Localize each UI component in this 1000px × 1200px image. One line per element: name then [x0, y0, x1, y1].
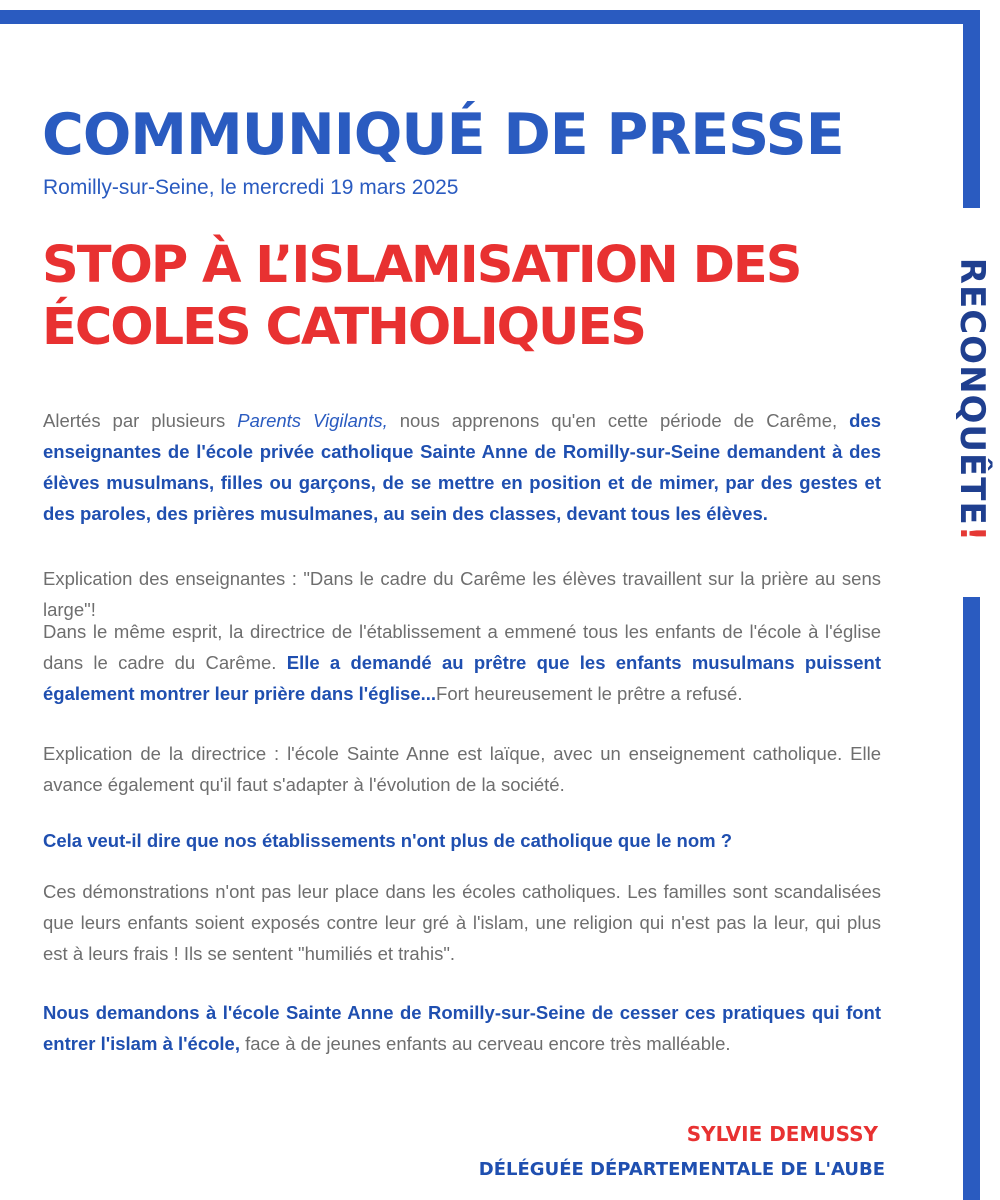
paragraph-3-highlight: Elle a demandé au prêtre que les enfants musulmans puissent également montrer leur prière dans l'église... — [43, 652, 881, 704]
paragraph-3-end: Fort heureusement le prêtre a refusé. — [436, 683, 743, 704]
frame-top-border — [0, 10, 980, 24]
paragraph-7-highlight: Nous demandons à l'école Sainte Anne de Romilly-sur-Seine de cesser ces pratiques qui font entrer l'islam à l'école, — [43, 1002, 881, 1054]
paragraph-1-highlight: des enseignantes de l'école privée catholique Sainte Anne de Romilly-sur-Seine demandent à des élèves musulmans, filles ou garçons, de se mettre en position et de mimer, par des gestes et des paroles, des prières musulmanes, au sein des classes, devant tous les élèves. — [43, 410, 881, 524]
signature-name: SYLVIE DEMUSSY — [686, 1122, 878, 1146]
paragraph-1-middle: nous apprenons qu'en cette période de Carême, — [387, 410, 850, 431]
paragraph-2: Explication des enseignantes : "Dans le cadre du Carême les élèves travaillent sur la prière au sens large"! — [43, 568, 881, 620]
frame-right-border-upper — [963, 10, 980, 208]
paragraph-3 — [43, 616, 881, 709]
parents-vigilants-link: Parents Vigilants, — [237, 410, 388, 431]
reconquete-logo — [952, 258, 992, 542]
headline-line-1: STOP À L’ISLAMISATION DES — [42, 236, 801, 295]
frame-right-border-lower — [963, 597, 980, 1200]
logo-text: RECONQUÊTE — [952, 257, 992, 526]
headline-line-2: ÉCOLES CATHOLIQUES — [42, 298, 646, 357]
paragraph-3-intro: Dans le même esprit, la directrice de l'établissement a emmené tous les enfants de l'école à l'église dans le cadre du Carême. — [43, 621, 881, 673]
question-line: Cela veut-il dire que nos établissements n'ont plus de catholique que le nom ? — [43, 830, 733, 851]
document-title: COMMUNIQUÉ DE PRESSE — [42, 102, 844, 168]
date-line: Romilly-sur-Seine, le mercredi 19 mars 2025 — [43, 176, 459, 199]
logo-mark: ! — [952, 525, 992, 543]
paragraph-1-intro: Alertés par plusieurs — [43, 410, 238, 431]
paragraph-7 — [43, 997, 881, 1059]
paragraph-7-end: face à de jeunes enfants au cerveau encore très malléable. — [239, 1033, 731, 1054]
headline — [42, 235, 922, 359]
paragraph-4: Explication de la directrice : l'école Sainte Anne est laïque, avec un enseignement catholique. Elle avance également qu'il faut s'adapter à l'évolution de la société. — [43, 743, 881, 795]
paragraph-6: Ces démonstrations n'ont pas leur place dans les écoles catholiques. Les familles sont scandalisées que leurs enfants soient exposés contre leur gré à l'islam, une religion qui n'est pas la leur, qui plus est à leurs frais ! Ils se sentent "humiliés et trahis". — [43, 881, 881, 964]
paragraph-1 — [43, 405, 881, 529]
signature-role: DÉLÉGUÉE DÉPARTEMENTALE DE L'AUBE — [478, 1159, 885, 1180]
